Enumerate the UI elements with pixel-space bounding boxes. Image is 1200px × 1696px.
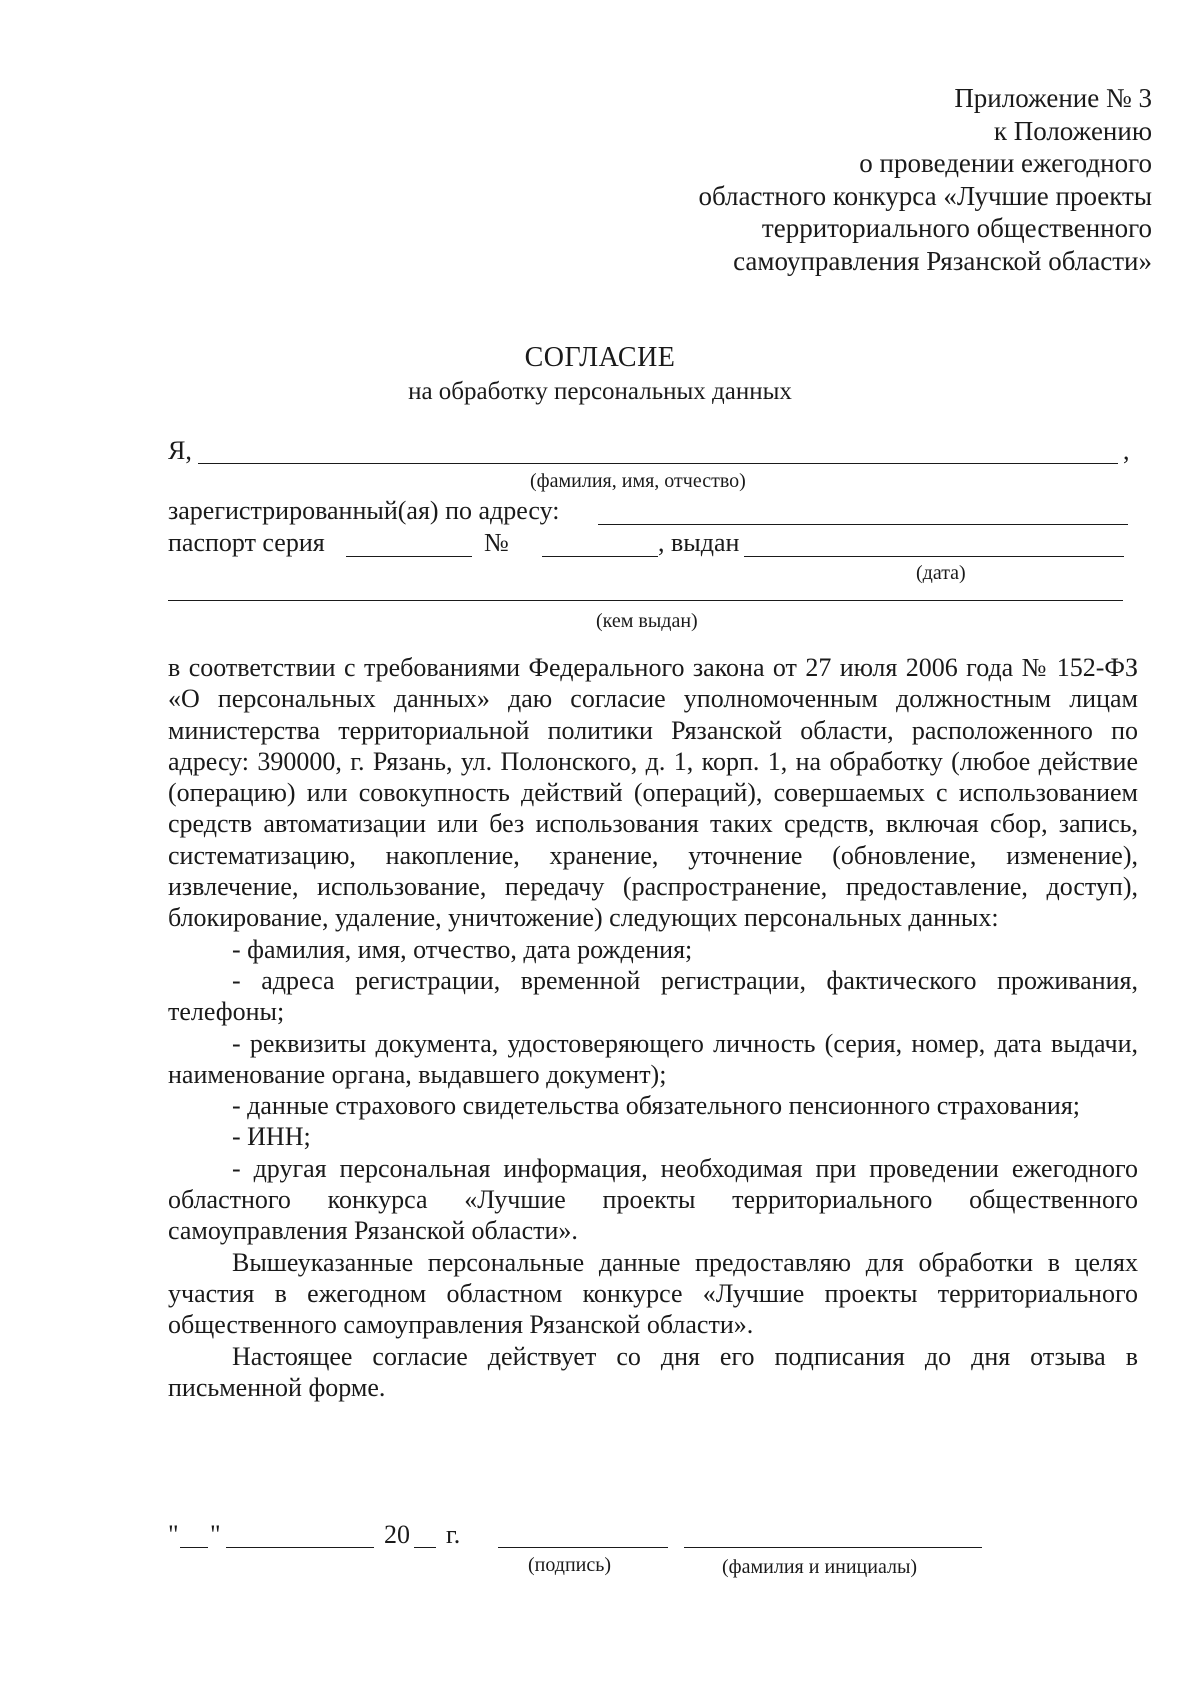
header-line: самоуправления Рязанской области» xyxy=(733,245,1152,276)
name-caption: (фамилия и инициалы) xyxy=(722,1556,918,1578)
passport-series-line[interactable] xyxy=(346,556,472,557)
signature-field-line[interactable] xyxy=(498,1547,668,1548)
comma-mark: , xyxy=(1123,436,1130,465)
passport-series-label: паспорт серия xyxy=(168,528,325,557)
quote-open: " xyxy=(168,1520,179,1549)
year-field-line[interactable] xyxy=(414,1547,436,1548)
address-label: зарегистрированный(ая) по адресу: xyxy=(168,496,560,525)
data-list-item: - реквизиты документа, удостоверяющего личность (серия, номер, дата выдачи, наименование органа, выдавшего документ); xyxy=(168,1028,1138,1089)
address-field-line[interactable] xyxy=(598,524,1128,525)
header-line: о проведении ежегодного xyxy=(859,148,1152,178)
passport-number-line[interactable] xyxy=(542,556,658,557)
fio-field-line[interactable] xyxy=(198,463,1118,464)
signature-caption: (подпись) xyxy=(528,1554,612,1576)
header-line: к Положению xyxy=(993,115,1152,146)
passport-number-label: № xyxy=(484,528,509,557)
name-field-line[interactable] xyxy=(684,1547,982,1548)
purpose-paragraph: Вышеуказанные персональные данные предоставляю для обработки в целях участия в ежегодном областном конкурсе «Лучшие проекты территориального общественного самоуправления Рязанской области». xyxy=(168,1247,1138,1340)
document-subtitle: на обработку персональных данных xyxy=(408,378,792,405)
issued-label: , выдан xyxy=(658,528,740,557)
i-label: Я, xyxy=(168,436,192,465)
appendix-header xyxy=(698,82,1152,277)
year-suffix: г. xyxy=(446,1520,461,1549)
issue-date-line[interactable] xyxy=(744,556,1124,557)
header-line: областного конкурса «Лучшие проекты xyxy=(698,180,1152,211)
quote-close: " xyxy=(210,1520,221,1549)
month-field-line[interactable] xyxy=(226,1547,374,1548)
issuer-field-line[interactable] xyxy=(168,600,1123,601)
data-list-item: - другая персональная информация, необходимая при проведении ежегодного областного конкурса «Лучшие проекты территориального общественного самоуправления Рязанской области». xyxy=(168,1153,1138,1246)
signature-block xyxy=(168,1520,1138,1590)
fio-caption: (фамилия, имя, отчество) xyxy=(530,470,746,492)
consent-intro-paragraph: в соответствии с требованиями Федерального закона от 27 июля 2006 года № 152-ФЗ «О персональных данных» даю согласие уполномоченным должностным лицам министерства территориальной политики Рязанской области, расположенного по адресу: 390000, г. Рязань, ул. Полонского, д. 1, корп. 1, на обработку (любое действие (операцию) или совокупность действий (операций), совершаемых с использованием средств автоматизации или без использования таких средств, включая сбор, запись, систематизацию, накопление, хранение, уточнение (обновление, изменение), извлечение, использование, передачу (распространение, предоставление, доступ), блокирование, удаление, уничтожение) следующих персональных данных: xyxy=(168,653,1138,933)
document-title: СОГЛАСИЕ xyxy=(524,342,676,373)
header-line: Приложение № 3 xyxy=(954,83,1152,113)
year-prefix: 20 xyxy=(384,1520,410,1549)
day-field-line[interactable] xyxy=(180,1547,208,1548)
data-list-item: - данные страхового свидетельства обязательного пенсионного страхования; xyxy=(232,1091,1081,1121)
issuer-caption: (кем выдан) xyxy=(596,610,698,632)
data-list-item: - фамилия, имя, отчество, дата рождения; xyxy=(232,934,693,964)
validity-paragraph: Настоящее согласие действует со дня его подписания до дня отзыва в письменной форме. xyxy=(168,1341,1138,1402)
header-line: территориального общественного xyxy=(761,213,1152,243)
date-caption: (дата) xyxy=(916,562,966,584)
personal-info-form xyxy=(168,436,1138,634)
data-list-item: - адреса регистрации, временной регистрации, фактического проживания, телефоны; xyxy=(168,965,1138,1027)
data-list-item: - ИНН; xyxy=(232,1122,311,1152)
consent-body xyxy=(168,652,1138,1403)
